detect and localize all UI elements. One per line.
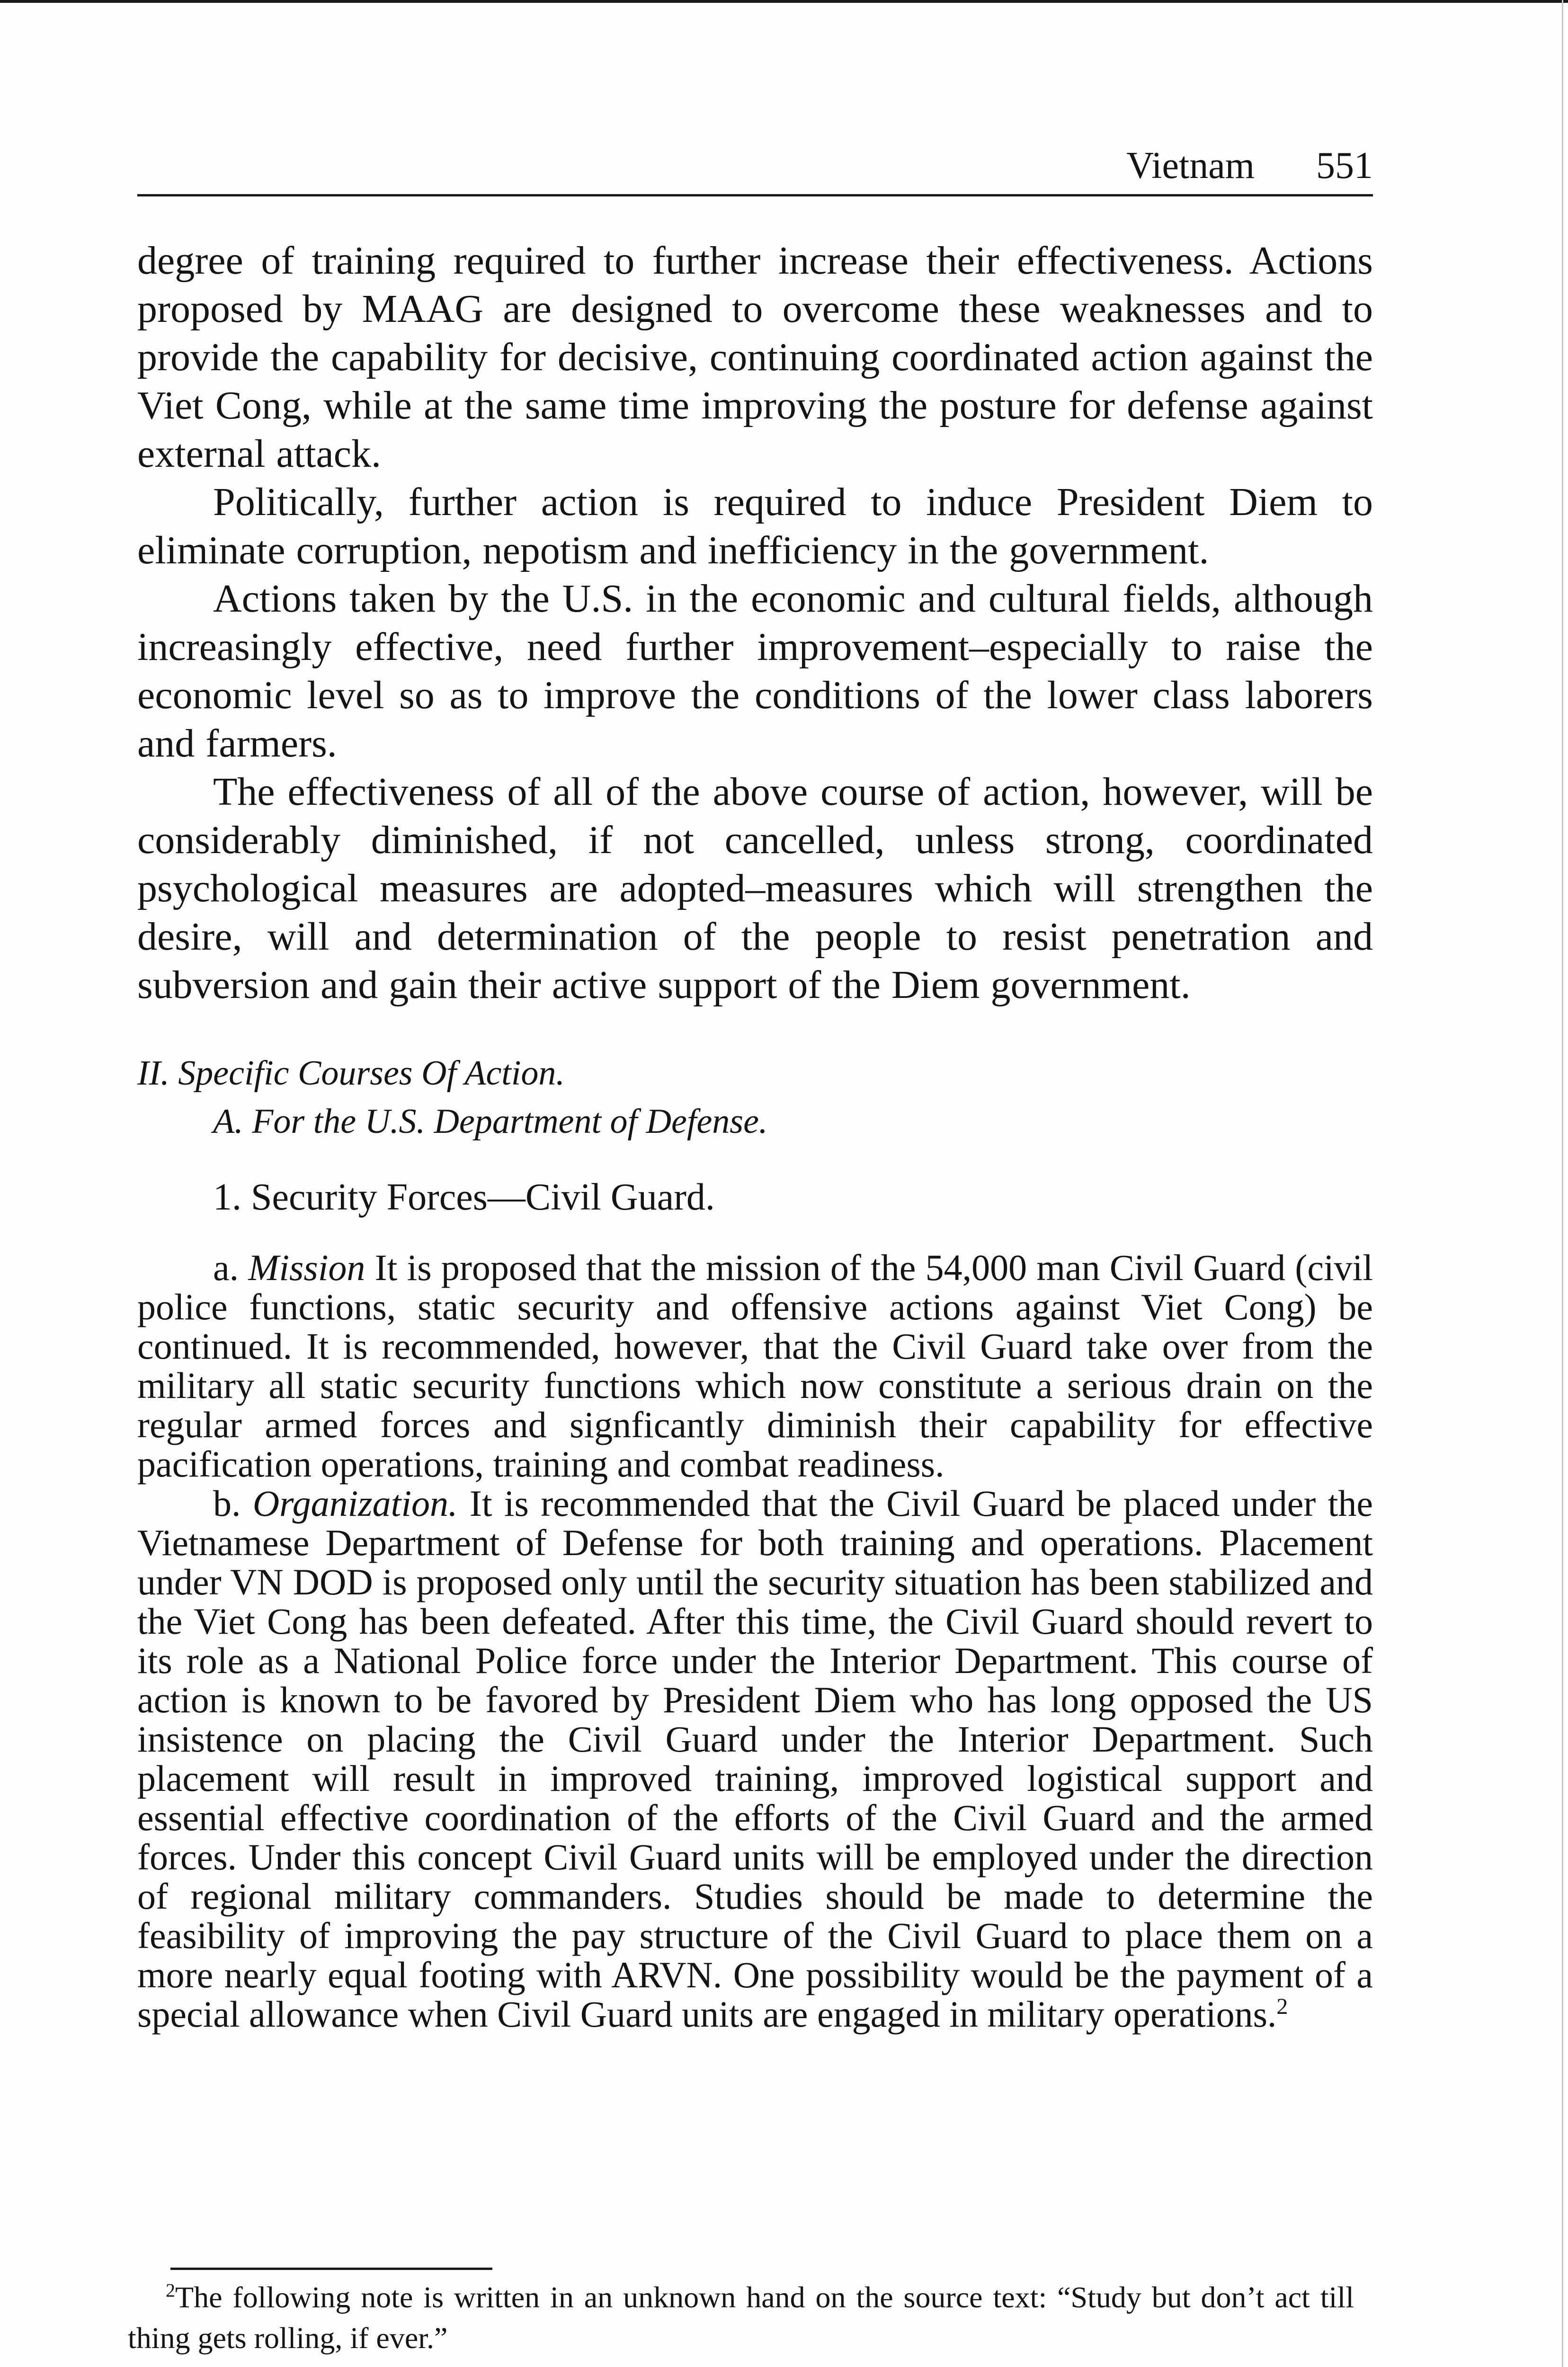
paragraph-4: The effectiveness of all of the above course of action, however, will be considerably diminished, if not cancelled, unless strong, coordinated psychological measures are adopted–measures which will strengthen the desire, will and determination of the people to resist penetration and subversion and gain their active support of the Diem government. xyxy=(137,770,1373,1007)
footnote-reference: 2 xyxy=(1276,1994,1288,2019)
paragraph-3: Actions taken by the U.S. in the economic and cultural fields, although increasingly effective, need further improvement–especially to raise the economic level so as to improve the conditions of the lower class laborers and farmers. xyxy=(137,577,1373,765)
footnote-number: 2 xyxy=(166,2279,175,2301)
subsection-a-prefix: a. xyxy=(213,1247,249,1288)
running-head xyxy=(137,142,1373,196)
subsection-b-label: Organization. xyxy=(252,1483,458,1524)
subsection-b-text: It is recommended that the Civil Guard be placed under the Vietnamese Department of Defense for both training and operations. Placement under VN DOD is proposed only until the security situation has been stabilized and the Viet Cong has been defeated. After this time, the Civil Guard should revert to its role as a National Police force under the Interior Department. This course of action is known to be favored by President Diem who has long opposed the US insistence on placing the Civil Guard under the Interior Department. Such placement will result in improved training, improved logistical support and essential effective coordination of the efforts of the Civil Guard and the armed forces. Under this concept Civil Guard units will be employed under the direction of regional military commanders. Studies should be made to determine the feasibility of improving the pay structure of the Civil Guard to place them on a more nearly equal footing with ARVN. One possibility would be the payment of a special allowance when Civil Guard units are engaged in military operations. xyxy=(137,1483,1373,2035)
subsection-b-organization xyxy=(137,1484,1373,2034)
paragraph-2: Politically, further action is required to induce President Diem to eliminate corruption, nepotism and inefficiency in the government. xyxy=(137,480,1373,572)
paragraph-1: degree of training required to further increase their effectiveness. Actions proposed by MAAG are designed to overcome these weaknesses and to provide the capability for decisive, continuing coordinated action against the Viet Cong, while at the same time improving the posture for defense against external attack. xyxy=(137,239,1373,476)
subsection-a-text: It is proposed that the mission of the 54,000 man Civil Guard (civil police functions, static security and offensive actions against Viet Cong) be continued. It is recommended, however, that the Civil Guard take over from the military all static security functions which now constitute a serious drain on the regular armed forces and signficantly diminish their capability for effective pacification operations, training and combat readiness. xyxy=(137,1247,1373,1485)
subsection-a-mission xyxy=(137,1248,1373,1484)
page-edge xyxy=(1562,0,1563,2367)
body-text xyxy=(137,237,1373,2034)
running-head-title: Vietnam xyxy=(1126,145,1255,187)
subsection-b-prefix: b. xyxy=(213,1483,253,1524)
subsection-a-label: Mission xyxy=(248,1247,365,1288)
footnote xyxy=(128,2277,1354,2358)
section-heading-a: A. For the U.S. Department of Defense. xyxy=(213,1102,768,1141)
section-heading-ii: II. Specific Courses Of Action. xyxy=(137,1054,565,1093)
footnote-divider xyxy=(170,2268,492,2270)
top-border-rule xyxy=(0,0,1568,3)
page-number: 551 xyxy=(1316,145,1373,187)
item-heading-1: 1. Security Forces—Civil Guard. xyxy=(213,1176,715,1218)
footnote-text: The following note is written in an unknown hand on the source text: “Study but don’t act till thing gets rolling, if ever.” xyxy=(128,2280,1354,2355)
